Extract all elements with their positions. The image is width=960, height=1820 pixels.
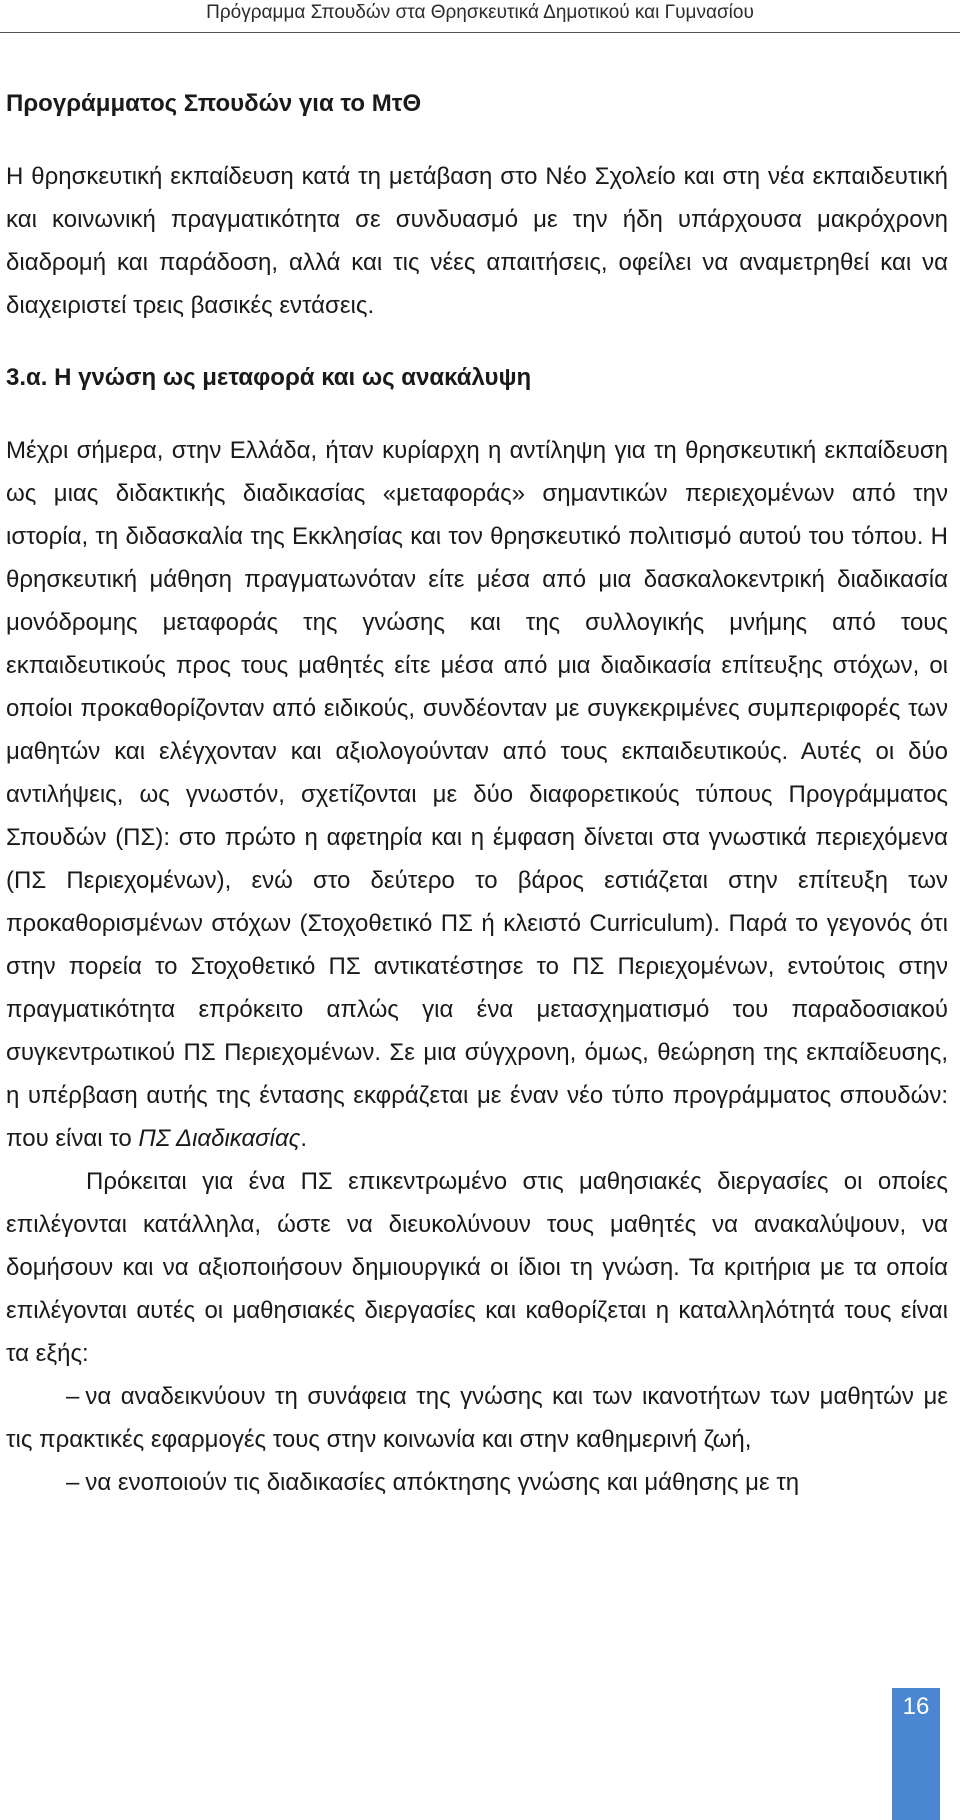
subsection-heading: 3.α. Η γνώση ως μεταφορά και ως ανακάλυψη bbox=[6, 364, 532, 391]
running-header bbox=[0, 0, 960, 33]
criteria-item bbox=[6, 1375, 948, 1461]
criteria-item-text: να αναδεικνύουν τη συνάφεια της γνώσης και των ικανοτήτων των μαθητών με τις πρακτικές εφαρμογές τους στην κοινωνία και στην καθημερινή ζωή, bbox=[6, 1383, 948, 1453]
body-paragraph-1-end: . bbox=[300, 1125, 307, 1152]
section-heading: Προγράμματος Σπουδών για το ΜτΘ bbox=[6, 90, 422, 117]
running-title: Πρόγραμμα Σπουδών στα Θρησκευτικά Δημοτικού και Γυμνασίου bbox=[206, 2, 754, 23]
criteria-item-text: να ενοποιούν τις διαδικασίες απόκτησης γνώσης και μάθησης με τη bbox=[85, 1469, 800, 1496]
document-body bbox=[6, 82, 948, 1504]
page-number-badge bbox=[892, 1688, 940, 1820]
body-paragraph-1-text: Μέχρι σήμερα, στην Ελλάδα, ήταν κυρίαρχη η αντίληψη για τη θρησκευτική εκπαίδευση ως μιας διδακτικής διαδικασίας «μεταφοράς» σημαντικών περιεχομένων από την ιστορία, τη διδασκαλία της Εκκλησίας και τον θρησκευτικό πολιτισμό αυτού του τόπου. Η θρησκευτική μάθηση πραγματωνόταν είτε μέσα από μια δασκαλοκεντρική διαδικασία μονόδρομης μεταφοράς της γνώσης και της συλλογικής μνήμης από τους εκπαιδευτικούς προς τους μαθητές είτε μέσα από μια διαδικασία επίτευξης στόχων, οι οποίοι προκαθορίζονταν από ειδικούς, συνδέονταν με συγκεκριμένες συμπεριφορές των μαθητών και ελέγχονταν και αξιολογούνταν από τους εκπαιδευτικούς. Αυτές οι δύο αντιλήψεις, ως γνωστόν, σχετίζονται με δύο διαφορετικούς τύπους Προγράμματος Σπουδών (ΠΣ): στο πρώτο η αφετηρία και η έμφαση δίνεται στα γνωστικά περιεχόμενα (ΠΣ Περιεχομένων), ενώ στο δεύτερο το βάρος εστιάζεται στην επίτευξη των προκαθορισμένων στόχων (Στοχοθετικό ΠΣ ή κλειστό Curriculum). Παρά το γεγονός ότι στην πορεία το Στοχοθετικό ΠΣ αντικατέστησε το ΠΣ Περιεχομένων, εντούτοις στην πραγματικότητα επρόκειτο απλώς για ένα μετασχηματισμό του παραδοσιακού συγκεντρωτικού ΠΣ Περιεχομένων. Σε μια σύγχρονη, όμως, θεώρηση της εκπαίδευσης, η υπέρβαση αυτής της έντασης εκφράζεται με έναν νέο τύπο προγράμματος σπουδών: που είναι το bbox=[6, 437, 948, 1152]
page-number: 16 bbox=[902, 1693, 930, 1720]
body-paragraph-2: Πρόκειται για ένα ΠΣ επικεντρωμένο στις μαθησιακές διεργασίες οι οποίες επιλέγονται κατάλληλα, ώστε να διευκολύνουν τους μαθητές να ανακαλύψουν, να δομήσουν και να αξιοποιήσουν δημιουργικά οι ίδιοι τη γνώση. Τα κριτήρια με τα οποία επιλέγονται αυτές οι μαθησιακές διεργασίες και καθορίζεται η καταλληλότητά τους είναι τα εξής: bbox=[6, 1168, 948, 1367]
body-paragraph-1-emphasis: ΠΣ Διαδικασίας bbox=[138, 1125, 301, 1152]
body-paragraph-1 bbox=[6, 429, 948, 1160]
criteria-item bbox=[6, 1461, 948, 1504]
intro-paragraph: Η θρησκευτική εκπαίδευση κατά τη μετάβαση στο Νέο Σχολείο και στη νέα εκπαιδευτική και κοινωνική πραγματικότητα σε συνδυασμό με την ήδη υπάρχουσα μακρόχρονη διαδρομή και παράδοση, αλλά και τις νέες απαιτήσεις, οφείλει να αναμετρηθεί και να διαχειριστεί τρεις βασικές εντάσεις. bbox=[6, 163, 948, 319]
dash-bullet: – bbox=[66, 1383, 80, 1410]
dash-bullet: – bbox=[66, 1469, 80, 1496]
